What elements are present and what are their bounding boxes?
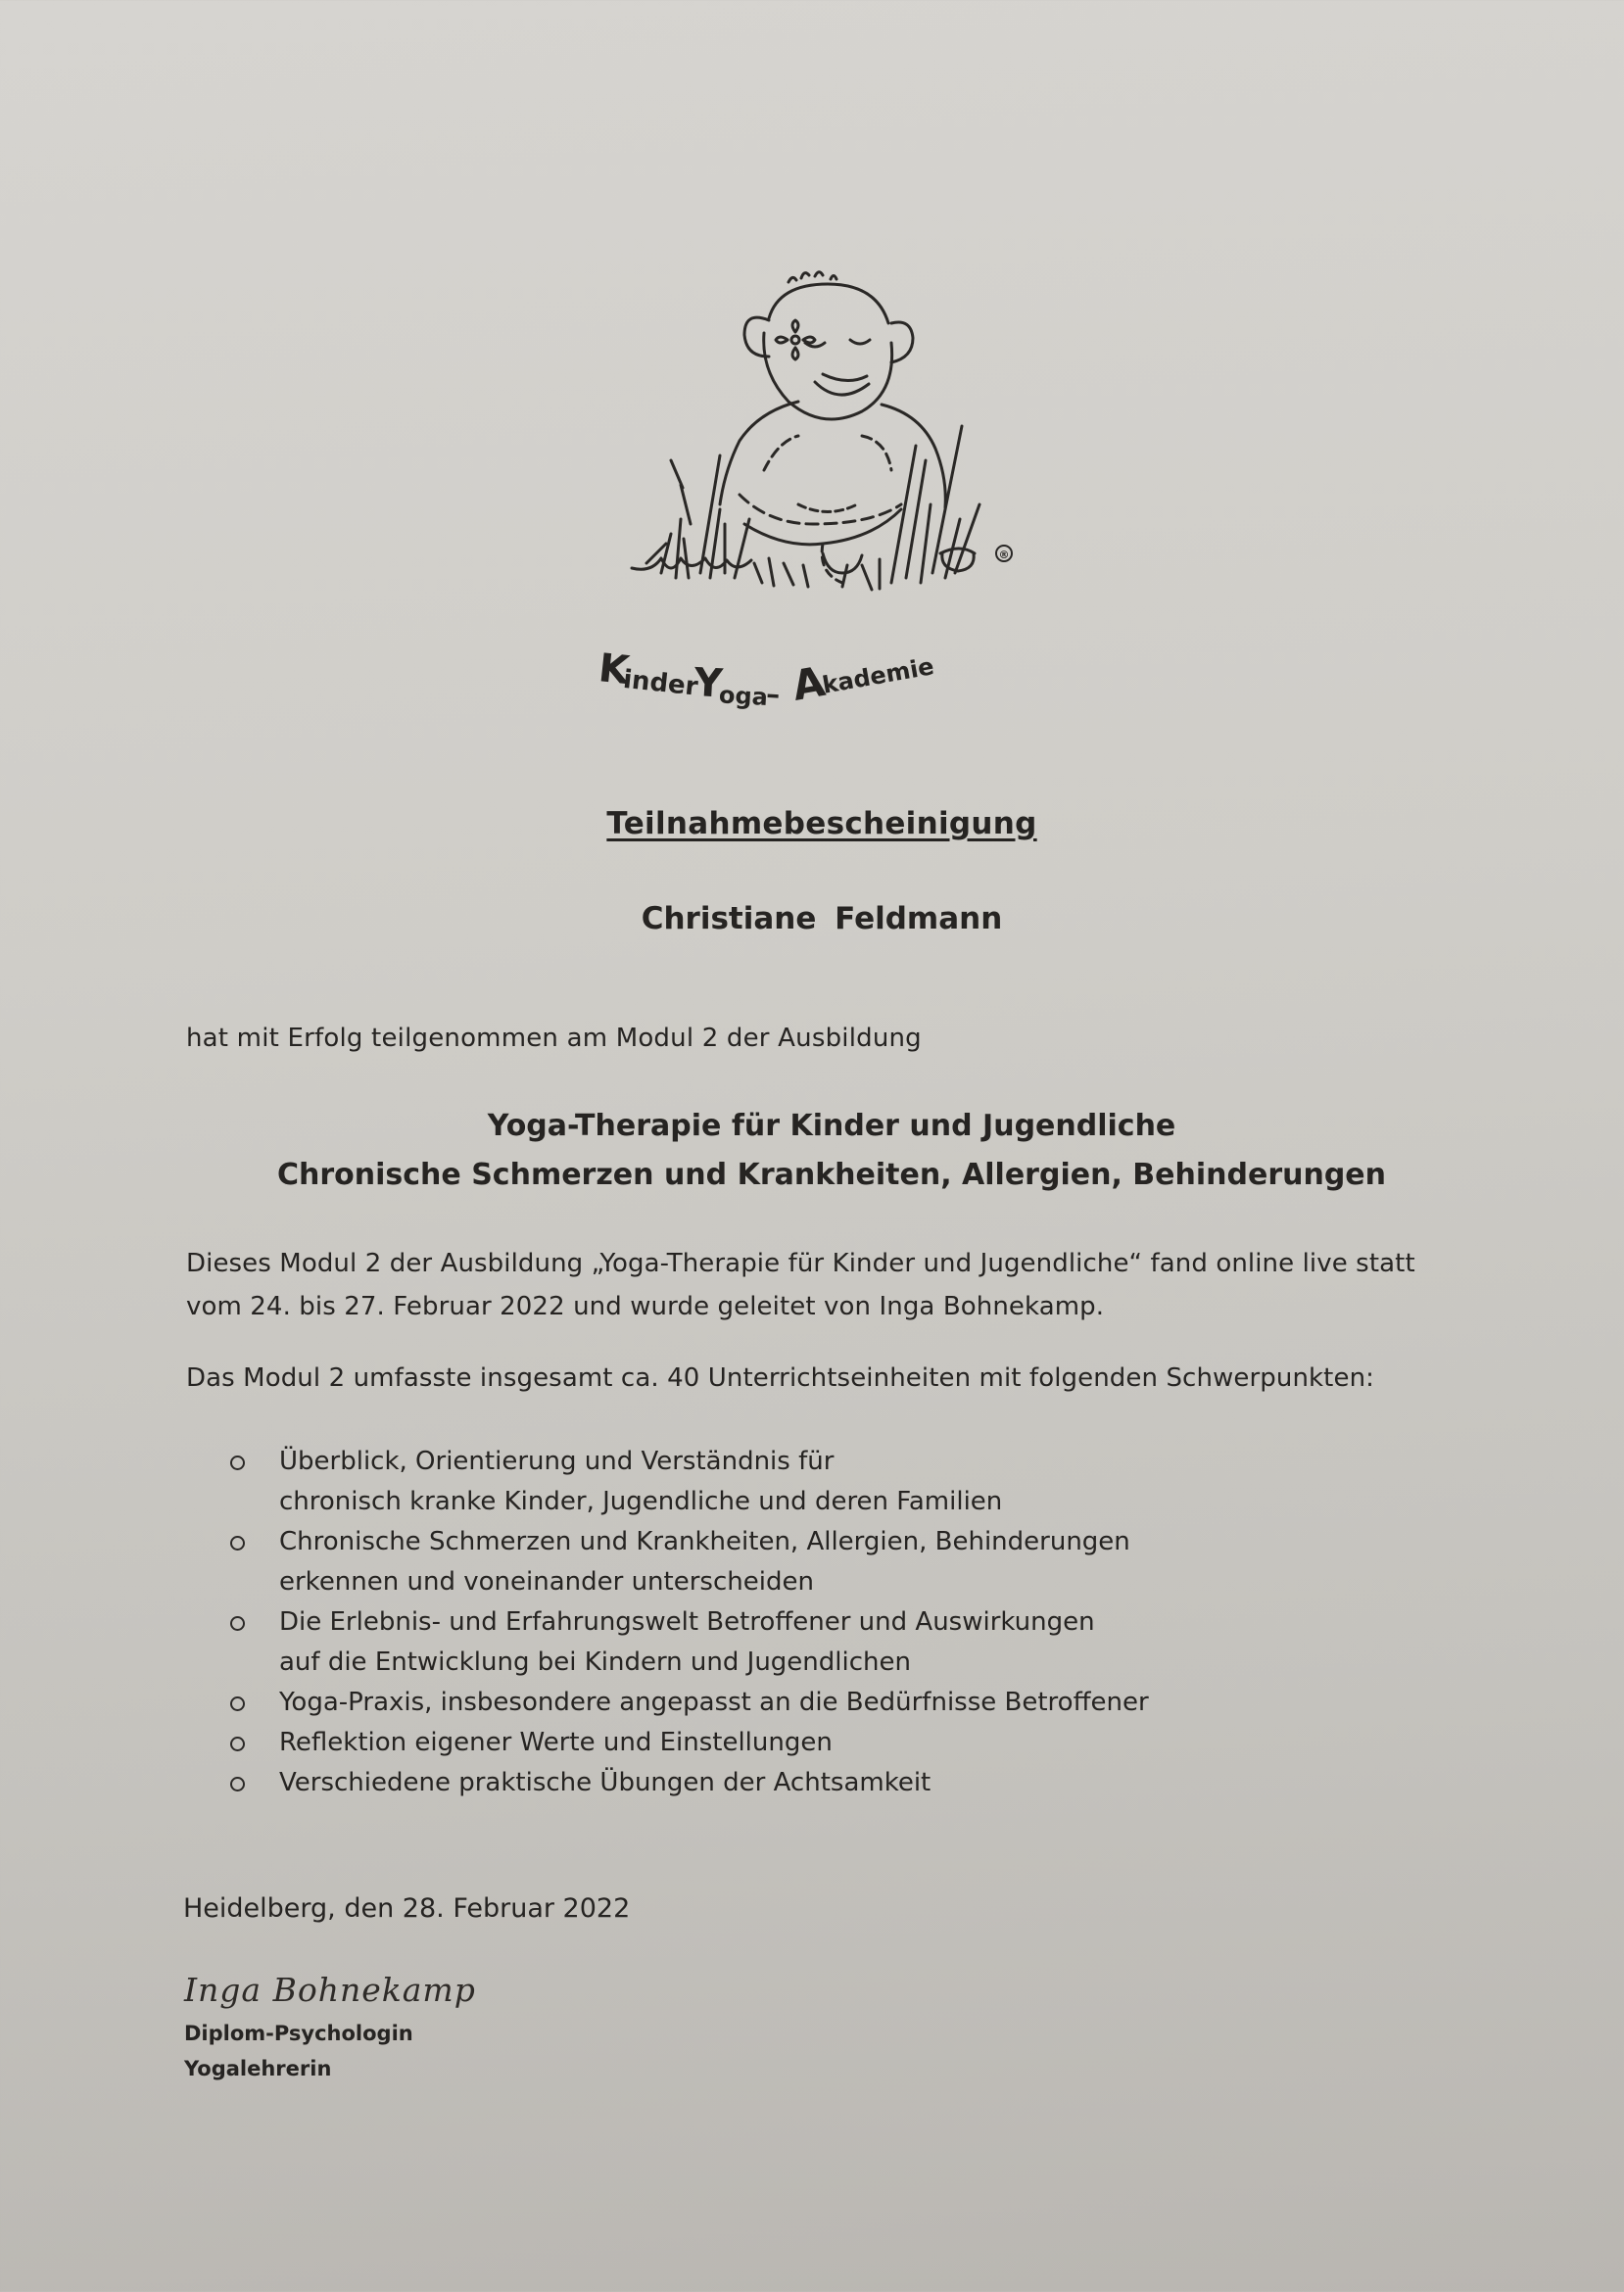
module-description: Dieses Modul 2 der Ausbildung „Yoga-Therapie für Kinder und Jugendliche“ fand online live statt vom 24. bis 27. Februar 2022 und wurde geleitet von Inga Bohnekamp. (186, 1249, 1415, 1321)
circle-bullet-icon (230, 1696, 245, 1711)
logo-letter-y: Y (693, 660, 724, 707)
topic-line: auf die Entwicklung bei Kindern und Jugendlichen (279, 1647, 911, 1677)
logo-text-dash: – (765, 677, 782, 711)
course-title-line-1: Yoga-Therapie für Kinder und Jugendliche (487, 1109, 1176, 1143)
logo-text-kademie: kademie (820, 652, 936, 699)
intro-text: hat mit Erfolg teilgenommen am Modul 2 der Ausbildung (186, 1024, 922, 1053)
circle-bullet-icon (230, 1456, 245, 1470)
circle-bullet-icon (230, 1737, 245, 1751)
topic-line: erkennen und voneinander unterscheiden (279, 1567, 814, 1597)
topic-line: Chronische Schmerzen und Krankheiten, Allergien, Behinderungen (279, 1527, 1130, 1556)
topic-line: Yoga-Praxis, insbesondere angepasst an die Bedürfnisse Betroffener (279, 1688, 1149, 1717)
list-item (230, 1602, 1308, 1683)
logo-letter-k: K (596, 645, 632, 694)
meditating-monkey-icon (568, 260, 1058, 749)
list-item (230, 1723, 1308, 1763)
list-item (230, 1442, 1308, 1522)
list-item (230, 1683, 1308, 1723)
course-title-line-2: Chronische Schmerzen und Krankheiten, Allergien, Behinderungen (276, 1158, 1387, 1192)
signature: Inga Bohnekamp (184, 1971, 476, 2009)
signer-credential: Diplom-Psychologin (184, 2022, 413, 2045)
list-item (230, 1763, 1308, 1803)
topic-line: Reflektion eigener Werte und Einstellungen (279, 1728, 833, 1757)
list-item (230, 1522, 1308, 1602)
participant-name: Christiane Feldmann (641, 901, 1003, 936)
circle-bullet-icon (230, 1536, 245, 1551)
certificate-title: Teilnahmebescheinigung (606, 806, 1037, 841)
circle-bullet-icon (230, 1777, 245, 1791)
module-summary: Das Modul 2 umfasste insgesamt ca. 40 Unterrichtseinheiten mit folgenden Schwerpunkten: (186, 1363, 1375, 1393)
topic-line: Überblick, Orientierung und Verständnis für (279, 1447, 835, 1476)
logo-letter-a: A (788, 656, 829, 710)
logo-text-inder: inder (621, 664, 699, 702)
topic-line: chronisch kranke Kinder, Jugendliche und deren Familien (279, 1487, 1003, 1516)
trademark-mark: ® (998, 549, 1010, 561)
course-title (20, 1102, 1624, 1200)
topic-list (230, 1442, 1308, 1803)
topic-line: Verschiedene praktische Übungen der Achtsamkeit (279, 1768, 931, 1797)
topic-line: Die Erlebnis- und Erfahrungswelt Betroffener und Auswirkungen (279, 1607, 1095, 1637)
place-and-date: Heidelberg, den 28. Februar 2022 (183, 1893, 631, 1924)
circle-bullet-icon (230, 1616, 245, 1631)
signer-credential: Yogalehrerin (184, 2057, 332, 2080)
logo-text-oga: oga (718, 681, 769, 711)
kinderyoga-logo (568, 260, 1058, 749)
